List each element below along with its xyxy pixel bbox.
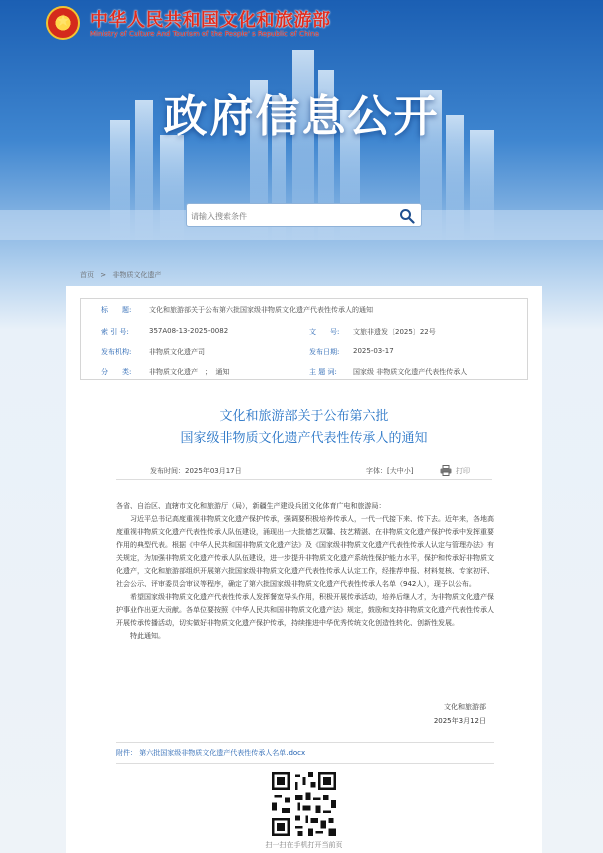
banner-title: 政府信息公开 — [163, 91, 440, 142]
breadcrumb-separator: > — [100, 271, 107, 279]
meta-subject-value: 国家级 非物质文化遗产代表性传承人 — [353, 368, 468, 376]
attachment-link[interactable]: 第六批国家级非物质文化遗产代表性传承人名单.docx — [139, 749, 306, 757]
publish-time: 发布时间：2025年03月17日 — [150, 467, 242, 475]
printer-icon[interactable] — [440, 465, 452, 476]
breadcrumb-current[interactable]: 非物质文化遗产 — [112, 271, 162, 279]
ministry-name-cn[interactable]: 中华人民共和国文化和旅游部 — [90, 10, 331, 31]
meta-subject-label: 主 题 词: — [309, 368, 337, 376]
attachment-row — [116, 742, 494, 764]
national-emblem-icon: ★ — [46, 6, 80, 40]
meta-issuer-label: 发布机构: — [101, 348, 132, 356]
meta-title-value: 文化和旅游部关于公布第六批国家级非物质文化遗产代表性传承人的通知 — [149, 306, 373, 314]
signer-name: 文化和旅游部 — [444, 703, 486, 711]
breadcrumb — [80, 270, 165, 280]
meta-index-value: 357A08-13-2025-0082 — [149, 327, 229, 335]
search-input[interactable] — [191, 207, 391, 225]
sign-date: 2025年3月12日 — [433, 717, 486, 725]
meta-issuer-value: 非物质文化遗产司 — [149, 348, 205, 356]
qr-code-icon — [272, 772, 336, 836]
meta-docno-label: 文 号: — [309, 328, 340, 336]
attachment-label: 附件： — [116, 749, 137, 757]
page-header — [0, 0, 603, 330]
meta-index-label: 索 引 号: — [101, 328, 129, 336]
signature-block — [396, 700, 486, 728]
search-icon[interactable] — [399, 208, 415, 224]
qr-caption: 扫一扫在手机打开当前页 — [265, 841, 343, 849]
body-closing: 特此通知。 — [130, 632, 165, 640]
meta-title-label: 标 题: — [101, 306, 132, 314]
ministry-name-en[interactable]: Ministry of Culture And Tourism of the People' s Republic of China — [90, 30, 319, 38]
meta-date-label: 发布日期: — [309, 348, 340, 356]
document-body — [116, 500, 494, 643]
document-title — [66, 406, 542, 450]
meta-docno-value: 文旅非遗发〔2025〕22号 — [353, 328, 436, 336]
meta-category-label: 分 类: — [101, 368, 132, 376]
body-paragraph: 希望国家级非物质文化遗产代表性传承人发挥餐宽导头作用，积极开展传承活动，培养后继人才，为非物质文化遗产保护事业作出更大贡献。各单位要按照《中华人民共和国非物质文化遗产法》规定，鼓励和支持非物质文化遗产代表性传承人开展传承传播活动，切实做好非物质文化遗产保护传承，持续推进中华优秀传统文化创造性转化、创新性发展。 — [116, 593, 494, 627]
breadcrumb-home[interactable]: 首页 — [80, 271, 94, 279]
content-panel — [66, 286, 542, 853]
document-meta-table — [80, 298, 528, 380]
meta-category-value: 非物质文化遗产 ； 通知 — [149, 368, 230, 376]
document-title-line1: 文化和旅游部关于公布第六批 — [219, 409, 389, 424]
meta-date-value: 2025-03-17 — [353, 347, 394, 355]
body-paragraph: 习近平总书记高度重视非物质文化遗产保护传承，强调要积极培养传承人，一代一代接下来、传下去。近年来，各地高度重视非物质文化遗产代表性传承人队伍建设，涌现出一大批德艺双馨、技艺精湛、在非物质文化遗产保护传承中发挥重要作用的典型代表。根据《中华人民共和国非物质文化遗产法》及《国家级非物质文化遗产代表性传承人认定与管理办法》有关规定，为加强非物质文化遗产传承人队伍建设，进一步提升非物质文化遗产系统性保护能力水平，保护和传承好非物质文化遗产，文化和旅游部组织开展第六批国家级非物质文化遗产代表性传承人认定工作，经推荐申报、材料复核、专家初评、社会公示、评审委员会审议等程序，确定了第六批国家级非物质文化遗产代表性传承人名单（942人），现予以公布。 — [116, 515, 494, 588]
print-link[interactable]: 打印 — [456, 467, 470, 475]
publish-info-bar — [116, 462, 492, 480]
body-salutation: 各省、自治区、直辖市文化和旅游厅（局），新疆生产建设兵团文化体育广电和旅游局： — [116, 502, 386, 510]
document-title-line2: 国家级非物质文化遗产代表性传承人的通知 — [180, 431, 428, 446]
search-box — [186, 203, 422, 227]
font-size-selector[interactable]: 字体：[大中小] — [366, 467, 414, 475]
